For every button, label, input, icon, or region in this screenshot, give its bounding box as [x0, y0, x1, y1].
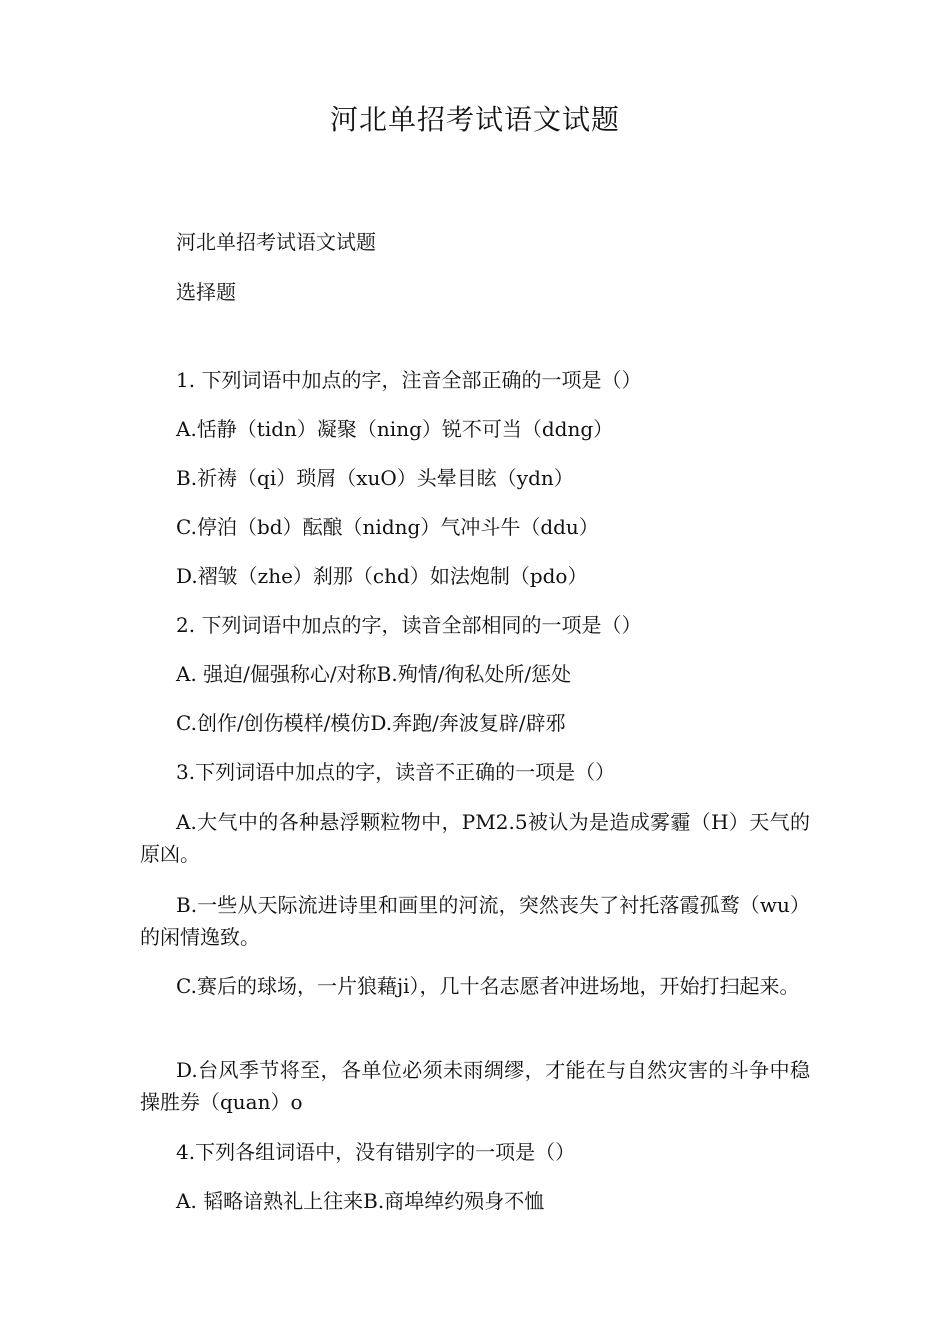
question-4-options-ab: A. 韬略谙熟礼上往来B.商埠绰约殒身不恤 [176, 1189, 545, 1213]
document-subtitle: 河北单招考试语文试题 [176, 230, 376, 254]
question-3-option-a: A.大气中的各种悬浮颗粒物中，PM2.5被认为是造成雾霾（H）天气的原凶。 [140, 810, 810, 866]
question-2-options-ab: A. 强迫/倔强称心/对称B.殉情/徇私处所/惩处 [176, 662, 572, 686]
question-2: 2. 下列词语中加点的字，读音全部相同的一项是（） [176, 613, 642, 637]
question-3: 3.下列词语中加点的字，读音不正确的一项是（） [176, 760, 616, 784]
question-3-option-d: D.台风季节将至，各单位必须未雨绸缪，才能在与自然灾害的斗争中稳操胜券（quan）o [140, 1058, 810, 1114]
question-3-option-b: B.一些从天际流进诗里和画里的河流，突然丧失了衬托落霞孤鹜（wu）的闲情逸致。 [140, 893, 810, 949]
question-1-option-d: D.褶皱（zhe）刹那（chd）如法炮制（pdo） [176, 564, 588, 588]
question-1-option-a: A.恬静（tidn）凝聚（ning）锐不可当（ddng） [176, 417, 614, 441]
question-4: 4.下列各组词语中，没有错别字的一项是（） [176, 1140, 576, 1164]
section-heading: 选择题 [176, 280, 236, 304]
document-title: 河北单招考试语文试题 [329, 103, 620, 136]
question-2-options-cd: C.创作/创伤模样/模仿D.奔跑/奔波复辟/辟邪 [176, 711, 566, 735]
question-1: 1. 下列词语中加点的字，注音全部正确的一项是（） [176, 368, 642, 392]
question-1-option-b: B.祈祷（qi）琐屑（xuO）头晕目眩（ydn） [176, 466, 574, 490]
question-3-option-c: C.赛后的球场，一片狼藉ji），几十名志愿者冲进场地，开始打扫起来。 [176, 974, 800, 998]
question-1-option-c: C.停泊（bd）酝酿（nidng）气冲斗牛（ddu） [176, 515, 599, 539]
